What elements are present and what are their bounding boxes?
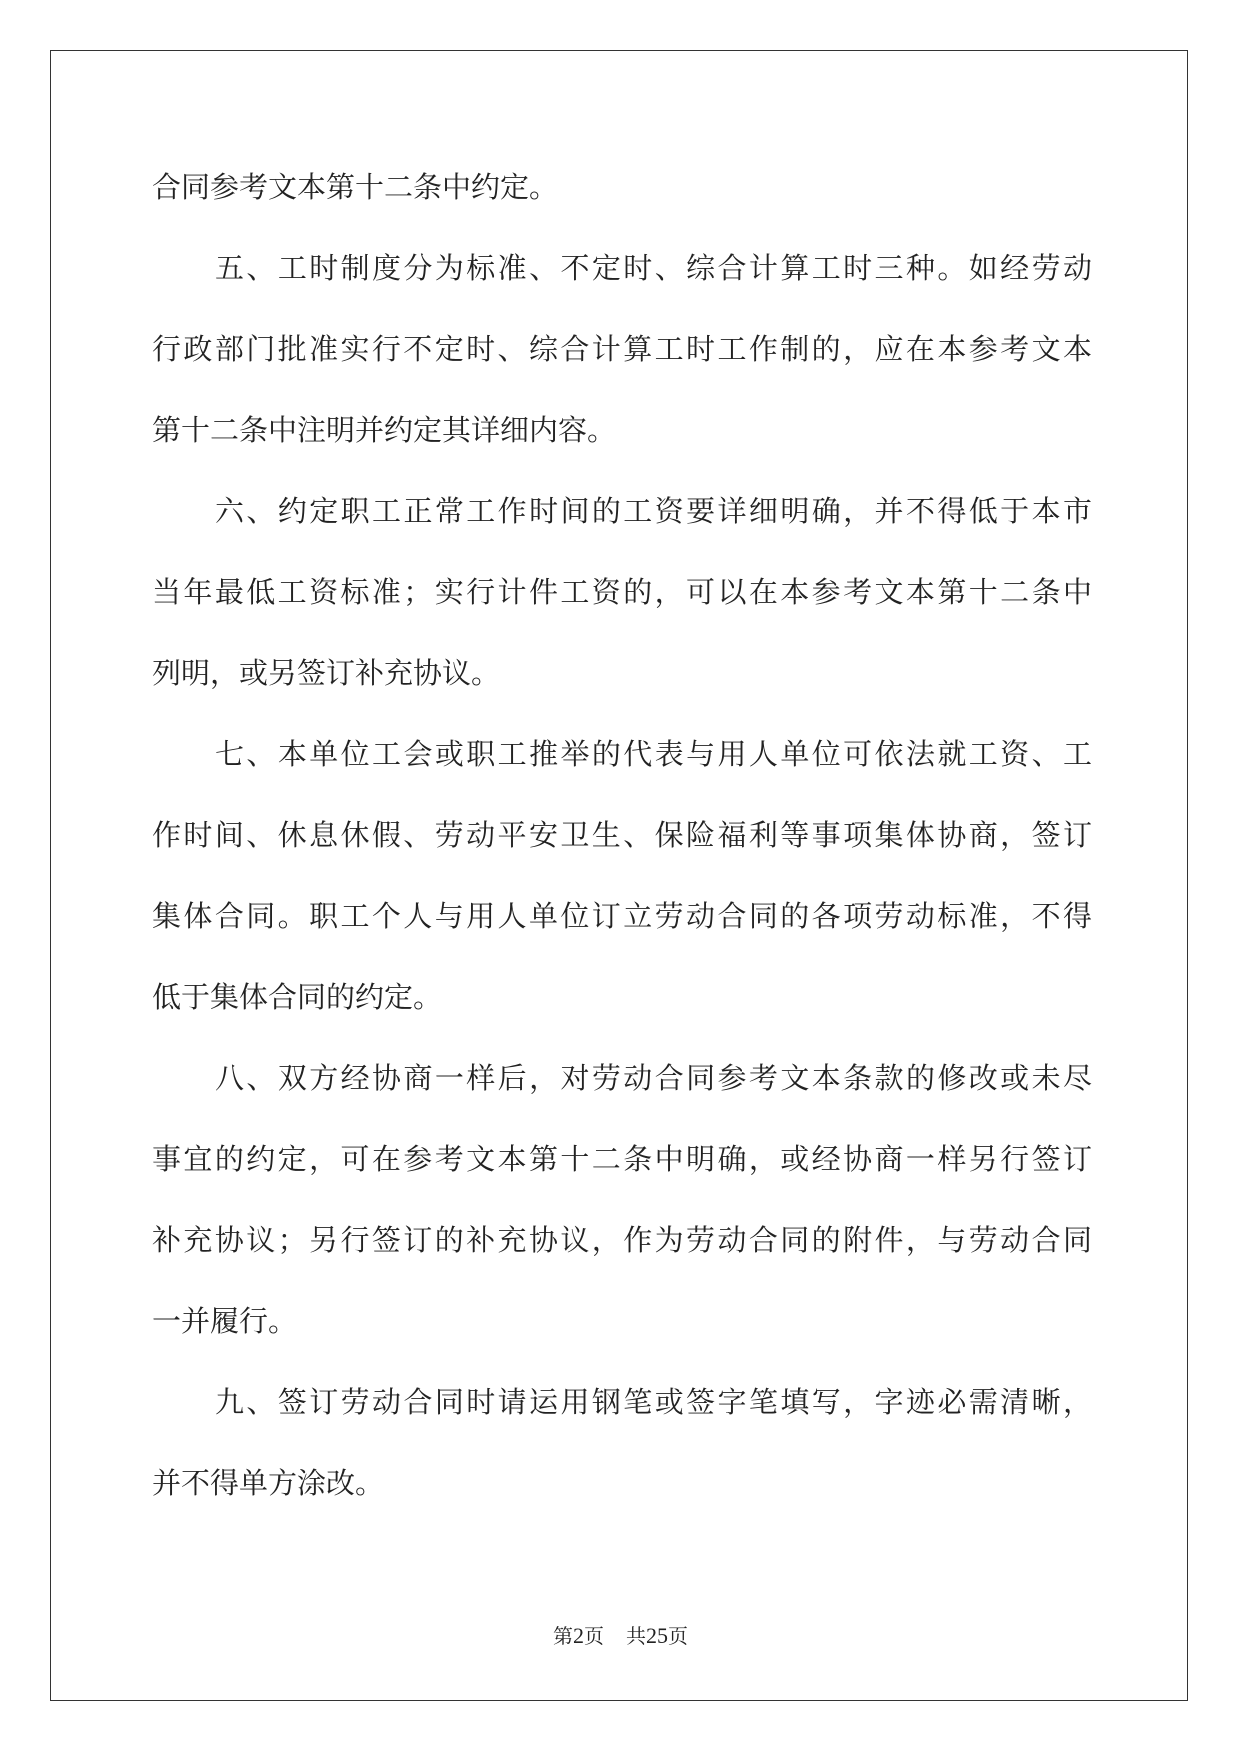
text-line: 八、双方经协商一样后，对劳动合同参考文本条款的修改或未尽 xyxy=(215,1061,1092,1095)
text-line: 六、约定职工正常工作时间的工资要详细明确，并不得低于本市 xyxy=(215,494,1092,528)
text-line: 并不得单方涂改。 xyxy=(152,1466,385,1500)
text-line: 九、签订劳动合同时请运用钢笔或签字笔填写，字迹必需清晰， xyxy=(215,1385,1092,1419)
text-line: 补充协议；另行签订的补充协议，作为劳动合同的附件，与劳动合同 xyxy=(152,1223,1092,1257)
text-line: 一并履行。 xyxy=(152,1304,298,1338)
text-line: 集体合同。职工个人与用人单位订立劳动合同的各项劳动标准，不得 xyxy=(152,899,1092,933)
footer-total-prefix: 共 xyxy=(626,1626,646,1648)
text-line: 作时间、休息休假、劳动平安卫生、保险福利等事项集体协商，签订 xyxy=(152,818,1092,852)
text-line: 列明，或另签订补充协议。 xyxy=(152,656,501,690)
text-line: 五、工时制度分为标准、不定时、综合计算工时三种。如经劳动 xyxy=(215,251,1092,285)
text-line: 行政部门批准实行不定时、综合计算工时工作制的，应在本参考文本 xyxy=(152,332,1092,366)
text-line: 当年最低工资标准；实行计件工资的，可以在本参考文本第十二条中 xyxy=(152,575,1092,609)
footer-prefix: 第 xyxy=(553,1626,573,1648)
text-line: 事宜的约定，可在参考文本第十二条中明确，或经协商一样另行签订 xyxy=(152,1142,1092,1176)
total-pages-number: 25 xyxy=(646,1623,668,1648)
current-page-number: 2 xyxy=(573,1623,584,1648)
text-line: 第十二条中注明并约定其详细内容。 xyxy=(152,413,617,447)
text-line: 七、本单位工会或职工推举的代表与用人单位可依法就工资、工 xyxy=(215,737,1092,771)
footer-page-unit: 页 xyxy=(584,1626,604,1648)
footer-total-unit: 页 xyxy=(668,1626,688,1648)
page-footer xyxy=(0,1620,1241,1649)
text-line: 合同参考文本第十二条中约定。 xyxy=(152,170,559,204)
text-line: 低于集体合同的约定。 xyxy=(152,980,443,1014)
document-body xyxy=(152,158,1092,1535)
